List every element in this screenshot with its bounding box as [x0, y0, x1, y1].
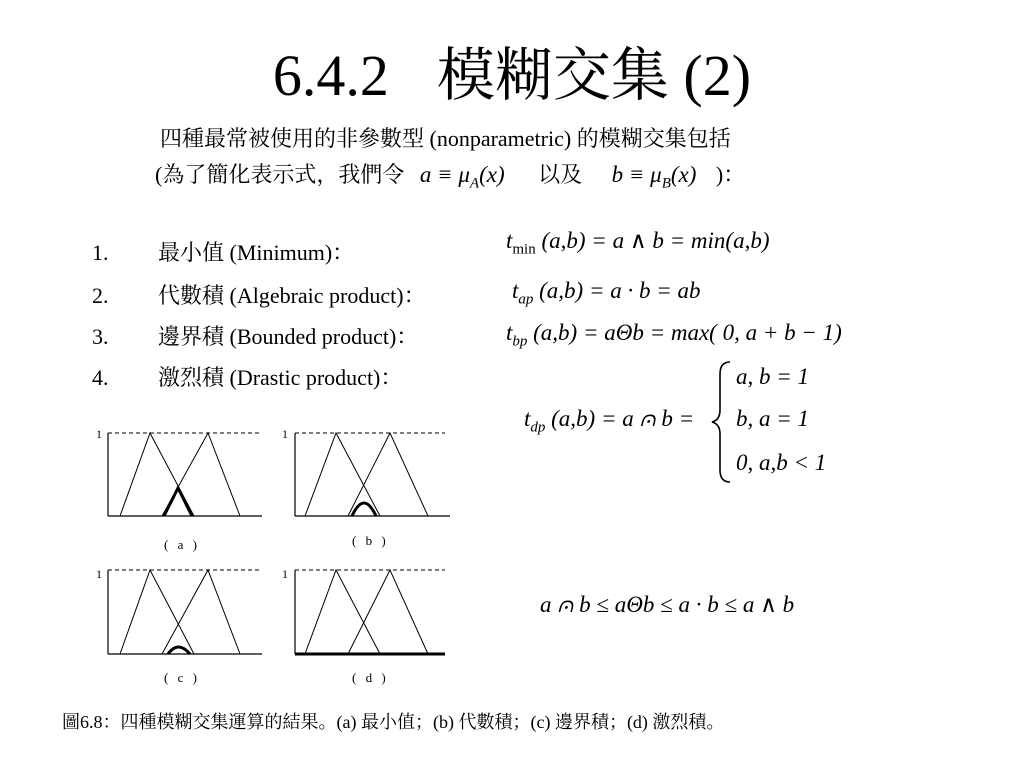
panel-c [96, 567, 262, 654]
case-row: b, a = 1 [736, 406, 810, 431]
panel-label: ( d ) [352, 670, 389, 685]
def-b: $b \equiv \mu_B(x)$ [611, 162, 697, 192]
def-a: $a \equiv \mu_A(x)$ [419, 162, 505, 192]
panel-b [282, 427, 450, 516]
intro-line-1: 四種最常被使用的非參數型 (nonparametric) 的模糊交集包括 [160, 126, 731, 151]
list-item: 3. 邊界積 (Bounded product)： [92, 324, 419, 349]
panel-d [282, 567, 445, 654]
formula-dp: $t_{dp}$ (a,b) = a ⩀ b = [524, 406, 695, 436]
figure-caption: 圖6.8：四種模糊交集運算的結果。(a) 最小值；(b) 代數積；(c) 邊界積；(d) 激烈積。 [62, 712, 725, 732]
intro-suffix: )： [715, 162, 746, 187]
formula-min: $t_{min}$ (a,b) = a ∧ b = min(a,b) [506, 228, 770, 258]
y-tick-label: 1 [282, 567, 288, 581]
list-item: 1. 最小值 (Minimum)： [92, 240, 355, 265]
list-item: 2. 代數積 (Algebraic product)： [92, 283, 426, 308]
list-item: 4. 激烈積 (Drastic product)： [92, 365, 403, 390]
section-title: 模糊交集 (2) [436, 43, 752, 108]
page-title [0, 28, 1024, 112]
y-tick-label: 1 [96, 427, 102, 441]
figure-panels [90, 418, 460, 693]
intro-prefix: (為了簡化表示式，我們令 [155, 162, 405, 187]
y-tick-label: 1 [96, 567, 102, 581]
section-number: 6.4.2 [272, 43, 389, 108]
formula-ap: $t_{ap}$ (a,b) = a · b = ab [512, 278, 701, 308]
case-row: a, b = 1 [736, 364, 810, 389]
cases-brace [710, 360, 734, 484]
panel-label: ( a ) [164, 537, 200, 552]
panel-label: ( c ) [164, 670, 200, 685]
panel-label: ( b ) [352, 533, 389, 548]
inequality: a ⩀ b ≤ aΘb ≤ a · b ≤ a ∧ b [540, 592, 795, 617]
case-row: 0, a,b < 1 [736, 450, 827, 475]
intro-connector: 以及 [538, 162, 583, 187]
intro-line-2 [155, 158, 745, 193]
formula-bp: $t_{bp}$ (a,b) = aΘb = max( 0, a + b − 1) [506, 320, 842, 350]
panel-a [96, 427, 262, 516]
y-tick-label: 1 [282, 427, 288, 441]
